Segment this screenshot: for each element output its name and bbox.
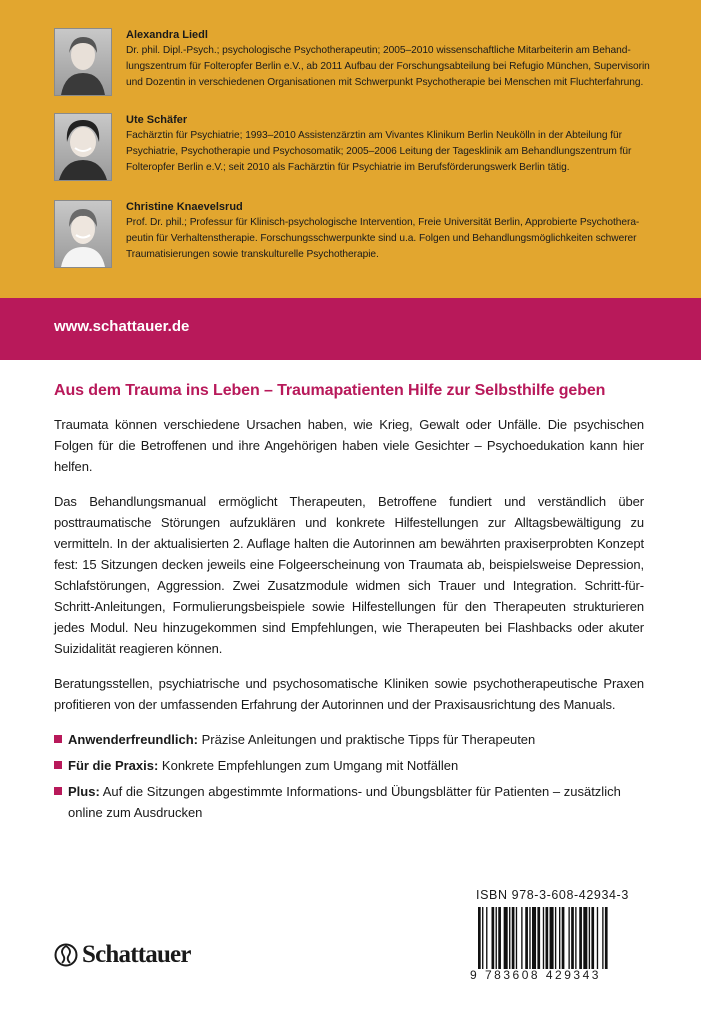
barcode-bar xyxy=(605,907,608,969)
barcode-bar xyxy=(591,907,594,969)
bullet-square-icon xyxy=(54,761,62,769)
barcode-bar xyxy=(589,907,590,969)
author-bio-line: lungszentrum für Folteropfer Berlin e.V., ab 2011 Aufbau der Forschungsabteilung bei Refugio München, Supervisorin xyxy=(126,61,650,72)
publisher-name: Schattauer xyxy=(82,941,191,968)
barcode-bar xyxy=(579,907,582,969)
author-bio-line: Fachärztin für Psychiatrie; 1993–2010 Assistenzärztin am Vivantes Klinikum Berlin Neukölln in der Abteilung für xyxy=(126,130,622,141)
barcode-bar xyxy=(525,907,528,969)
feature-list xyxy=(54,729,644,823)
bullet-square-icon xyxy=(54,787,62,795)
barcode-bar xyxy=(571,907,574,969)
barcode-bar xyxy=(543,907,544,969)
publisher-logo xyxy=(54,940,191,970)
barcode-bar xyxy=(568,907,569,969)
barcode-bar xyxy=(509,907,510,969)
list-item xyxy=(54,755,644,776)
paragraph: Das Behandlungsmanual ermöglicht Therapeuten, Betroffene fundiert und verständlich über posttraumatische Störungen aufzuklären und konkrete Hilfestellungen zur Alltagsbewältigung zu vermitteln. In der aktualisierten 2. Auflage halten die Autorinnen am bewährten praxiserprobten Konzept fest: 15 Sitzungen decken jeweils eine Folgeerscheinung von Traumata ab, beispielsweise Depression, Schlafstörungen, Aggression. Zwei Zusatzmodule widmen sich Trauer und Integration. Schritt-für-Schritt-Anleitungen, Formulierungsbeispiele sowie Hilfestellungen für den Therapeuten strukturieren jedes Modul. Neu hinzugekommen sind Empfehlungen, wie Therapeuten bei Flashbacks oder akuter Suizidalität reagieren können. xyxy=(54,494,644,656)
barcode-bar xyxy=(562,907,565,969)
author-bio-line: Traumatisierungen sowie transkulturelle Psychotherapie. xyxy=(126,249,379,260)
barcode-bar xyxy=(546,907,549,969)
bullet-text: Auf die Sitzungen abgestimmte Informations- und Übungsblätter für Patienten – zusätzlich online zum Ausdrucken xyxy=(68,784,621,820)
barcode-bar xyxy=(521,907,522,969)
paragraph: Beratungsstellen, psychiatrische und psychosomatische Kliniken sowie psychotherapeutische Praxen profitieren von der umfassenden Erfahrung der Autorinnen und der Praxisausrichtung des Manuals. xyxy=(54,676,644,712)
barcode-bar xyxy=(482,907,483,969)
author-name: Alexandra Liedl xyxy=(126,29,208,41)
author-bio-line: Folteropfer Berlin e.V.; seit 2010 als Fachärztin für Psychiatrie im Berufsförderungswerk Berlin tätig. xyxy=(126,162,570,173)
barcode-bar xyxy=(512,907,515,969)
bullet-lead: Für die Praxis: xyxy=(68,758,159,773)
bullet-lead: Plus: xyxy=(68,784,100,799)
blurb xyxy=(54,380,644,828)
bullet-text: Konkrete Empfehlungen zum Umgang mit Notfällen xyxy=(158,758,459,773)
barcode-bar xyxy=(602,907,603,969)
author-name: Ute Schäfer xyxy=(126,114,188,126)
barcode-bar xyxy=(478,907,481,969)
barcode-bar xyxy=(492,907,495,969)
barcode-bar xyxy=(486,907,487,969)
author-bio-line: Psychiatrie, Psychotherapie und Psychosomatik; 2005–2006 Leitung der Tagesklinik am Behandlungszentrum für xyxy=(126,146,632,157)
barcode-bar xyxy=(583,907,587,969)
publisher-url[interactable]: www.schattauer.de xyxy=(54,318,190,335)
headline: Aus dem Trauma ins Leben – Traumapatienten Hilfe zur Selbsthilfe geben xyxy=(54,382,606,399)
barcode-bar xyxy=(532,907,536,969)
barcode-bar xyxy=(559,907,560,969)
author-photo xyxy=(54,200,112,268)
author-bio-line: Dr. phil. Dipl.-Psych.; psychologische Psychotherapeutin; 2005–2010 wissenschaftliche Mitarbeiterin am Behand- xyxy=(126,45,631,56)
paragraph: Traumata können verschiedene Ursachen haben, wie Krieg, Gewalt oder Unfälle. Die psychischen Folgen für die Betroffenen und ihre Angehörigen haben viele Gesichter – Psychoedukation kann hier helfen. xyxy=(54,417,644,474)
barcode-bar xyxy=(498,907,501,969)
list-item xyxy=(54,781,644,823)
author-bio-line: und Dozentin in verschiedenen Organisationen mit Schwerpunkt Psychotherapie bei Menschen mit Fluchterfahrung. xyxy=(126,77,644,88)
barcode-bar xyxy=(550,907,554,969)
isbn: ISBN 978-3-608-42934-3 xyxy=(476,888,629,902)
author-section xyxy=(0,0,701,298)
barcode-bar xyxy=(555,907,556,969)
barcode-bar xyxy=(504,907,508,969)
barcode-bar xyxy=(575,907,576,969)
bullet-text: Präzise Anleitungen und praktische Tipps für Therapeuten xyxy=(198,732,536,747)
bullet-square-icon xyxy=(54,735,62,743)
author-bio-line: Prof. Dr. phil.; Professur für Klinisch-psychologische Intervention, Freie Universität Berlin, Approbierte Psychothera- xyxy=(126,217,640,228)
barcode-bar xyxy=(529,907,530,969)
publisher-emblem-icon xyxy=(54,941,78,969)
barcode-bar xyxy=(496,907,497,969)
author-photo xyxy=(54,28,112,96)
bullet-lead: Anwenderfreundlich: xyxy=(68,732,199,747)
list-item xyxy=(54,729,644,750)
barcode-bar xyxy=(516,907,517,969)
barcode-bar xyxy=(597,907,598,969)
author-name: Christine Knaevelsrud xyxy=(126,201,243,213)
barcode-bar xyxy=(537,907,540,969)
barcode xyxy=(476,907,652,969)
author-bio-line: peutin für Verhaltenstherapie. Forschungsschwerpunkte sind u.a. Folgen und Behandlungsmöglichkeiten schwerer xyxy=(126,233,637,244)
ean-number: 9 783608 429343 xyxy=(470,968,601,982)
url-band xyxy=(0,298,701,360)
author-photo xyxy=(54,113,112,181)
